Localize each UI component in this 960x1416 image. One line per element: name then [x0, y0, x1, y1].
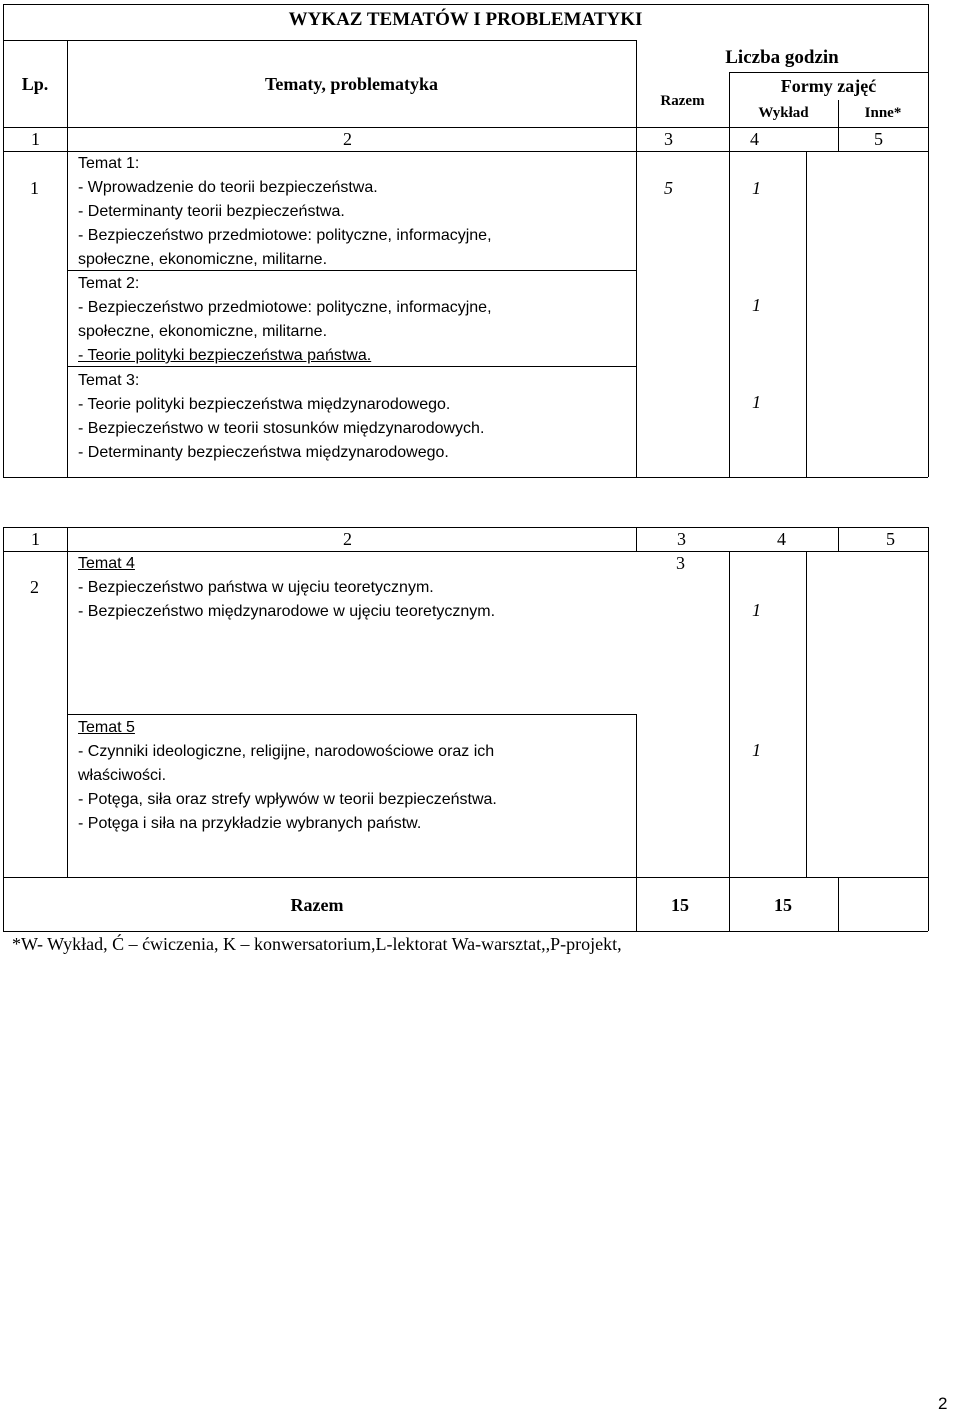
topic-title: Temat 1: [78, 155, 140, 172]
total-razem: 15 [671, 895, 689, 915]
topic-line: - Determinanty teorii bezpieczeństwa. [78, 203, 345, 220]
topic-line: - Teorie polityki bezpieczeństwa międzynarodowego. [78, 396, 451, 413]
colnum-3: 3 [664, 129, 673, 149]
colnum-4: 4 [777, 529, 786, 549]
lp-header: Lp. [21, 74, 49, 94]
lecture-hours: 1 [752, 295, 761, 315]
lecture-hours: 1 [752, 600, 761, 620]
colnum-1: 1 [31, 529, 40, 549]
topic-title: Temat 2: [78, 275, 140, 292]
table-title: WYKAZ TEMATÓW I PROBLEMATYKI [288, 9, 643, 30]
topic-line: - Wprowadzenie do teorii bezpieczeństwa. [78, 179, 378, 196]
colnum-3: 3 [677, 529, 686, 549]
topic-title: Temat 5 [78, 719, 135, 736]
colnum-5: 5 [874, 129, 883, 149]
footnote: *W- Wykład, Ć – ćwiczenia, K – konwersatorium,L-lektorat Wa-warsztat,,P-projekt, [12, 934, 622, 954]
page-number: 2 [938, 1394, 948, 1413]
total-label: Razem [290, 895, 344, 915]
hours-header: Liczba godzin [725, 47, 839, 68]
topic-line: społeczne, ekonomiczne, militarne. [78, 251, 328, 268]
lecture-hours: 1 [752, 392, 761, 412]
colnum-2: 2 [343, 129, 352, 149]
other-header: Inne* [864, 105, 902, 121]
topic-line: - Bezpieczeństwo przedmiotowe: polityczne, informacyjne, [78, 227, 492, 244]
topic-title: Temat 4 [78, 555, 135, 572]
lecture-hours: 1 [752, 740, 761, 760]
colnum-5: 5 [886, 529, 895, 549]
total-lecture: 15 [774, 895, 792, 915]
topic-line: - Bezpieczeństwo przedmiotowe: polityczne, informacyjne, [78, 299, 492, 316]
forms-header: Formy zajęć [780, 76, 877, 96]
colnum-2: 2 [343, 529, 352, 549]
lecture-header: Wykład [758, 105, 809, 121]
topic-line: - Czynniki ideologiczne, religijne, narodowościowe oraz ich [78, 743, 495, 760]
colnum-1: 1 [31, 129, 40, 149]
topic-line: - Potęga i siła na przykładzie wybranych państw. [78, 815, 422, 832]
topic-line: - Bezpieczeństwo międzynarodowe w ujęciu teoretycznym. [78, 603, 496, 620]
row-razem: 5 [664, 178, 673, 198]
topics-header: Tematy, problematyka [264, 74, 438, 94]
topic-line: - Bezpieczeństwo w teorii stosunków międzynarodowych. [78, 420, 485, 437]
topic-line: społeczne, ekonomiczne, militarne. [78, 323, 328, 340]
topic-line: - Potęga, siła oraz strefy wpływów w teorii bezpieczeństwa. [78, 791, 497, 808]
topic-line: - Determinanty bezpieczeństwa międzynarodowego. [78, 444, 449, 461]
lecture-hours: 1 [752, 178, 761, 198]
colnum-4: 4 [750, 129, 759, 149]
row-lp: 2 [30, 577, 39, 597]
row-razem: 3 [676, 553, 685, 573]
topic-line: - Bezpieczeństwo państwa w ujęciu teoretycznym. [78, 579, 434, 596]
razem-header: Razem [660, 93, 705, 109]
topic-title: Temat 3: [78, 372, 140, 389]
row-lp: 1 [30, 178, 39, 198]
topic-line: właściwości. [78, 767, 167, 784]
topic-line: - Teorie polityki bezpieczeństwa państwa. [78, 347, 372, 364]
